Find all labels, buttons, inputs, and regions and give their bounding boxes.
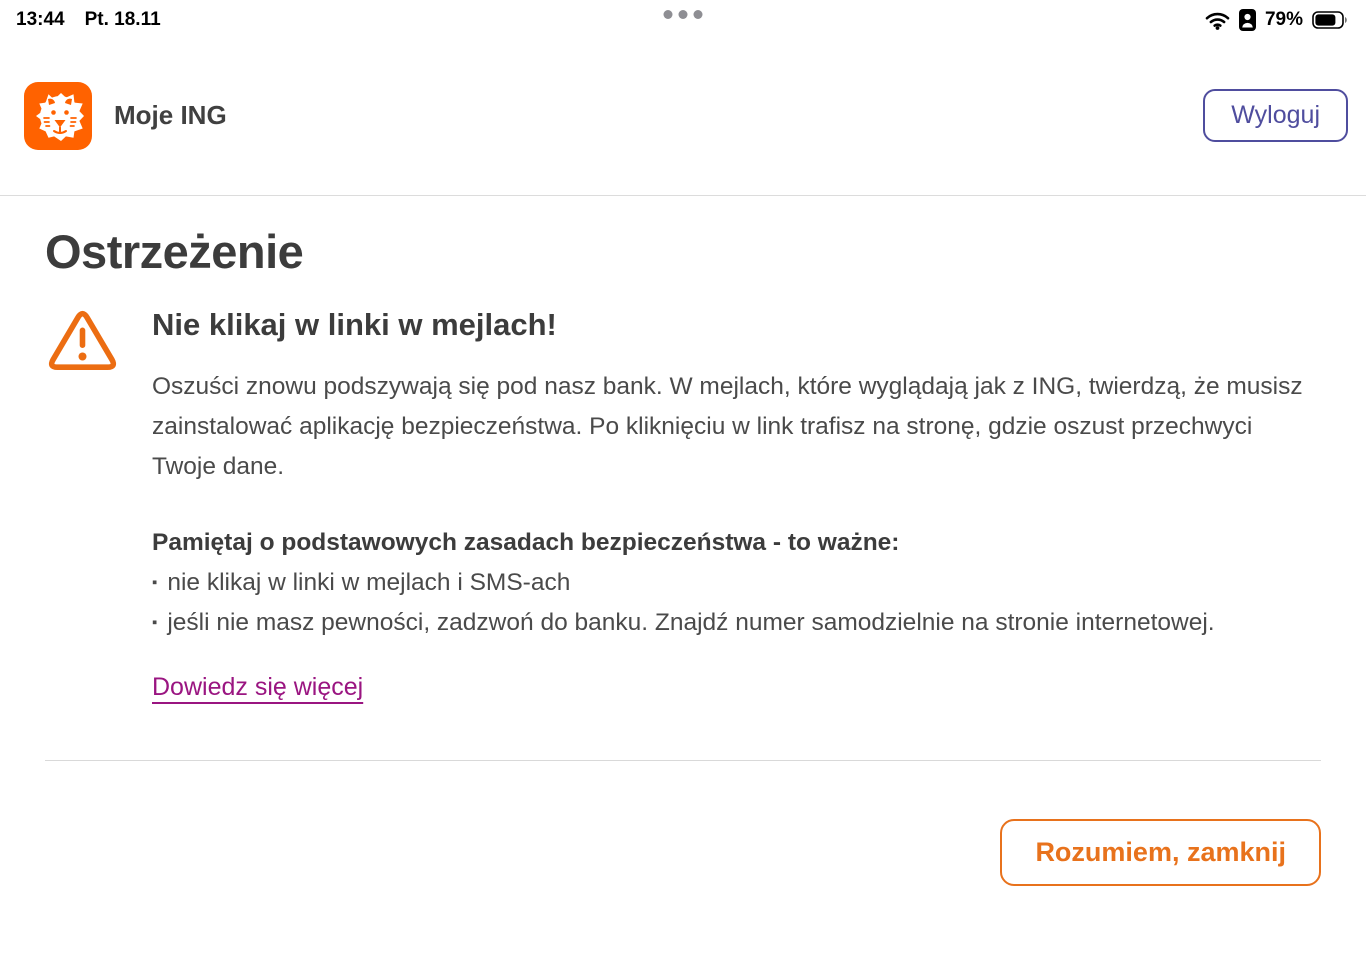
rules-list: [152, 563, 1312, 643]
multitasking-dots-icon[interactable]: [664, 10, 703, 19]
bullet-icon: ▪: [152, 614, 158, 631]
status-time: 13:44: [16, 9, 65, 30]
warning-headline: Nie klikaj w linki w mejlach!: [152, 307, 557, 342]
dot-icon: [694, 10, 703, 19]
rule-text: jeśli nie masz pewności, zadzwoń do banku. Znajdź numer samodzielnie na stronie internetowej.: [167, 609, 1215, 636]
footer: [0, 761, 1366, 886]
page-title: Ostrzeżenie: [45, 225, 304, 278]
status-date: Pt. 18.11: [84, 9, 161, 30]
confirm-close-button[interactable]: Rozumiem, zamknij: [1000, 819, 1321, 886]
battery-percent: 79%: [1264, 9, 1303, 30]
ing-lion-logo: [24, 82, 92, 150]
bullet-icon: ▪: [152, 574, 158, 591]
dot-icon: [679, 10, 688, 19]
rule-text: nie klikaj w linki w mejlach i SMS-ach: [167, 569, 571, 596]
warning-panel: [0, 224, 1366, 702]
app-title: Moje ING: [114, 100, 227, 130]
wifi-icon: [1205, 11, 1230, 30]
status-bar: [0, 0, 1366, 36]
app-header: [0, 36, 1366, 196]
rules-title: Pamiętaj o podstawowych zasadach bezpieczeństwa - to ważne:: [152, 529, 900, 556]
battery-icon: [1312, 11, 1348, 29]
learn-more-link[interactable]: Dowiedz się więcej: [152, 673, 364, 701]
warning-body: Oszuści znowu podszywają się pod nasz bank. W mejlach, które wyglądają jak z ING, twierdzą, że musisz zainstalować aplikację bezpieczeństwa. Po kliknięciu w link trafisz na stronę, gdzie oszust przechwyci Twoje dane.: [152, 373, 1303, 480]
focus-profile-icon: [1239, 9, 1256, 31]
warning-triangle-icon: [45, 301, 120, 380]
list-item: [152, 563, 1312, 603]
dot-icon: [664, 10, 673, 19]
logout-button[interactable]: Wyloguj: [1203, 89, 1348, 142]
list-item: [152, 603, 1312, 643]
